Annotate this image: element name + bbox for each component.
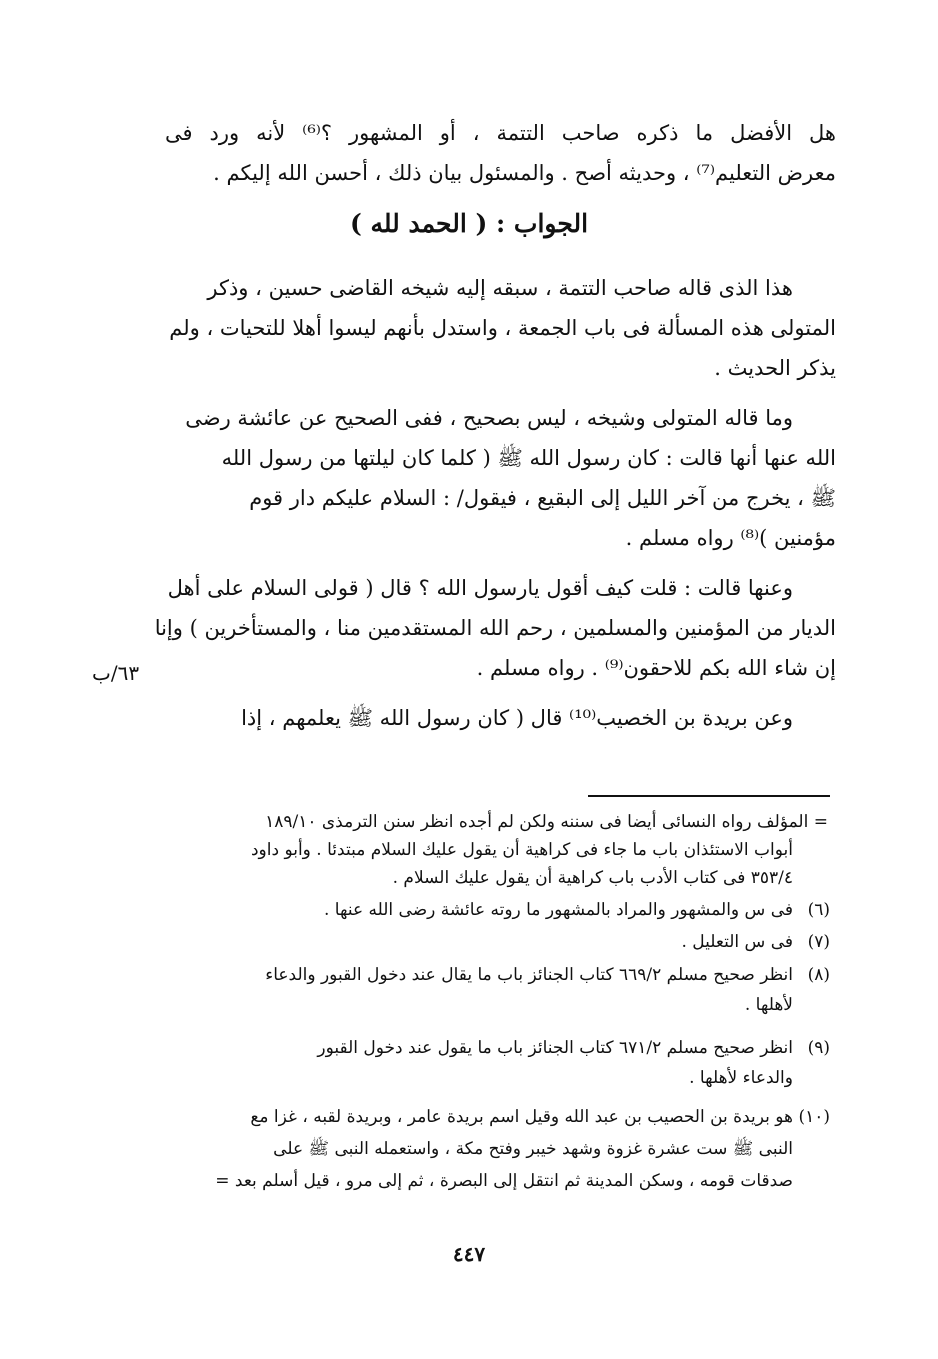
footnote-continuation-line-2: أبواب الاستئذان باب ما جاء فى كراهية أن يقول عليك السلام مبتدئا . وأبو داود — [250, 840, 793, 860]
footnote-7-line-1: فى س التعليل . — [681, 932, 793, 952]
footnote-10-line-3: صدقات قومه ، وسكن المدينة ثم انتقل إلى البصرة ، ثم إلى مرو ، قيل أسلم بعد = — [215, 1171, 793, 1191]
para-3-line-2: الديار من المؤمنين والمسلمين ، رحم الله المستقدمين منا ، والمستأخرين ) وإنا — [154, 616, 836, 640]
para-3-line-3: إن شاء الله بكم للاحقون⁽⁹⁾ . رواه مسلم . — [476, 656, 836, 680]
footnote-separator — [588, 795, 830, 797]
footnote-9-line-1: انظر صحيح مسلم ٦٧١/٢ كتاب الجنائز باب ما يقول عند دخول القبور — [317, 1038, 793, 1058]
para-1-line-1: هذا الذى قاله صاحب التتمة ، سبقه إليه شيخه القاضى حسين ، وذكر — [207, 276, 793, 300]
para-2-line-2: الله عنها أنها قالت : كان رسول الله ﷺ ( كلما كان ليلتها من رسول الله — [221, 446, 836, 470]
footnote-6-line-1: فى س والمشهور والمراد بالمشهور ما روته عائشة رضى الله عنها . — [324, 900, 793, 920]
para-4-line-1: وعن بريدة بن الخصيب⁽¹⁰⁾ قال ( كان رسول الله ﷺ يعلمهم ، إذا — [241, 706, 793, 730]
footnote-number: (١٠) — [798, 1107, 830, 1127]
para-3-line-1: وعنها قالت : قلت كيف أقول يارسول الله ؟ قال ( قولى السلام على أهل — [167, 576, 793, 600]
footnote-9-line-2: والدعاء لأهلها . — [689, 1068, 793, 1088]
para-2-line-1: وما قاله المتولى وشيخه ، ليس بصحيح ، ففى الصحيح عن عائشة رضى — [185, 406, 793, 430]
footnote-continuation-line-1: = المؤلف رواه النسائى أيضا فى سننه ولكن لم أجده انظر سنن الترمذى ١٨٩/١٠ — [265, 812, 828, 832]
footnote-number: (٨) — [807, 965, 830, 985]
footnote-10-line-2: النبى ﷺ ست عشرة غزوة وشهد خيبر وفتح مكة ، واستعمله النبى ﷺ على — [273, 1139, 793, 1159]
footnote-continuation-line-3: ٣٥٣/٤ فى كتاب الأدب باب كراهية أن يقول عليك السلام . — [392, 868, 793, 888]
para-2-line-4: مؤمنين )⁽⁸⁾ رواه مسلم . — [625, 526, 836, 550]
intro-line-2: معرض التعليم⁽⁷⁾ ، وحديثه أصح . والمسئول بيان ذلك ، أحسن الله إليكم . — [213, 161, 836, 185]
footnote-10-line-1: هو بريدة بن الحصيب بن عبد الله وقيل اسم بريدة عامر ، وبريدة لقبه ، غزا مع — [250, 1107, 793, 1127]
para-2-line-3: ﷺ ، يخرج من آخر الليل إلى البقيع ، فيقول/ : السلام عليكم دار قوم — [249, 486, 836, 510]
footnote-8-line-1: انظر صحيح مسلم ٦٦٩/٢ كتاب الجنائز باب ما يقال عند دخول القبور والدعاء — [265, 965, 793, 985]
intro-line-1: هل الأفضل ما ذكره صاحب التتمة ، أو المشهور ؟⁽⁶⁾ لأنه ورد فى — [165, 121, 836, 145]
para-1-line-2: المتولى هذه المسألة فى باب الجمعة ، واستدل بأنهم ليسوا أهلا للتحيات ، ولم — [169, 316, 836, 340]
page-number: ٤٤٧ — [452, 1242, 486, 1266]
answer-heading: الجواب : ( الحمد لله ) — [349, 209, 589, 238]
footnote-8-line-2: لأهلها . — [744, 995, 793, 1015]
margin-folio-note: ٦٣/ب — [92, 661, 140, 685]
para-1-line-3: يذكر الحديث . — [714, 356, 836, 380]
footnote-number: (٧) — [807, 932, 830, 952]
footnote-number: (٦) — [807, 900, 830, 920]
footnote-number: (٩) — [807, 1038, 830, 1058]
